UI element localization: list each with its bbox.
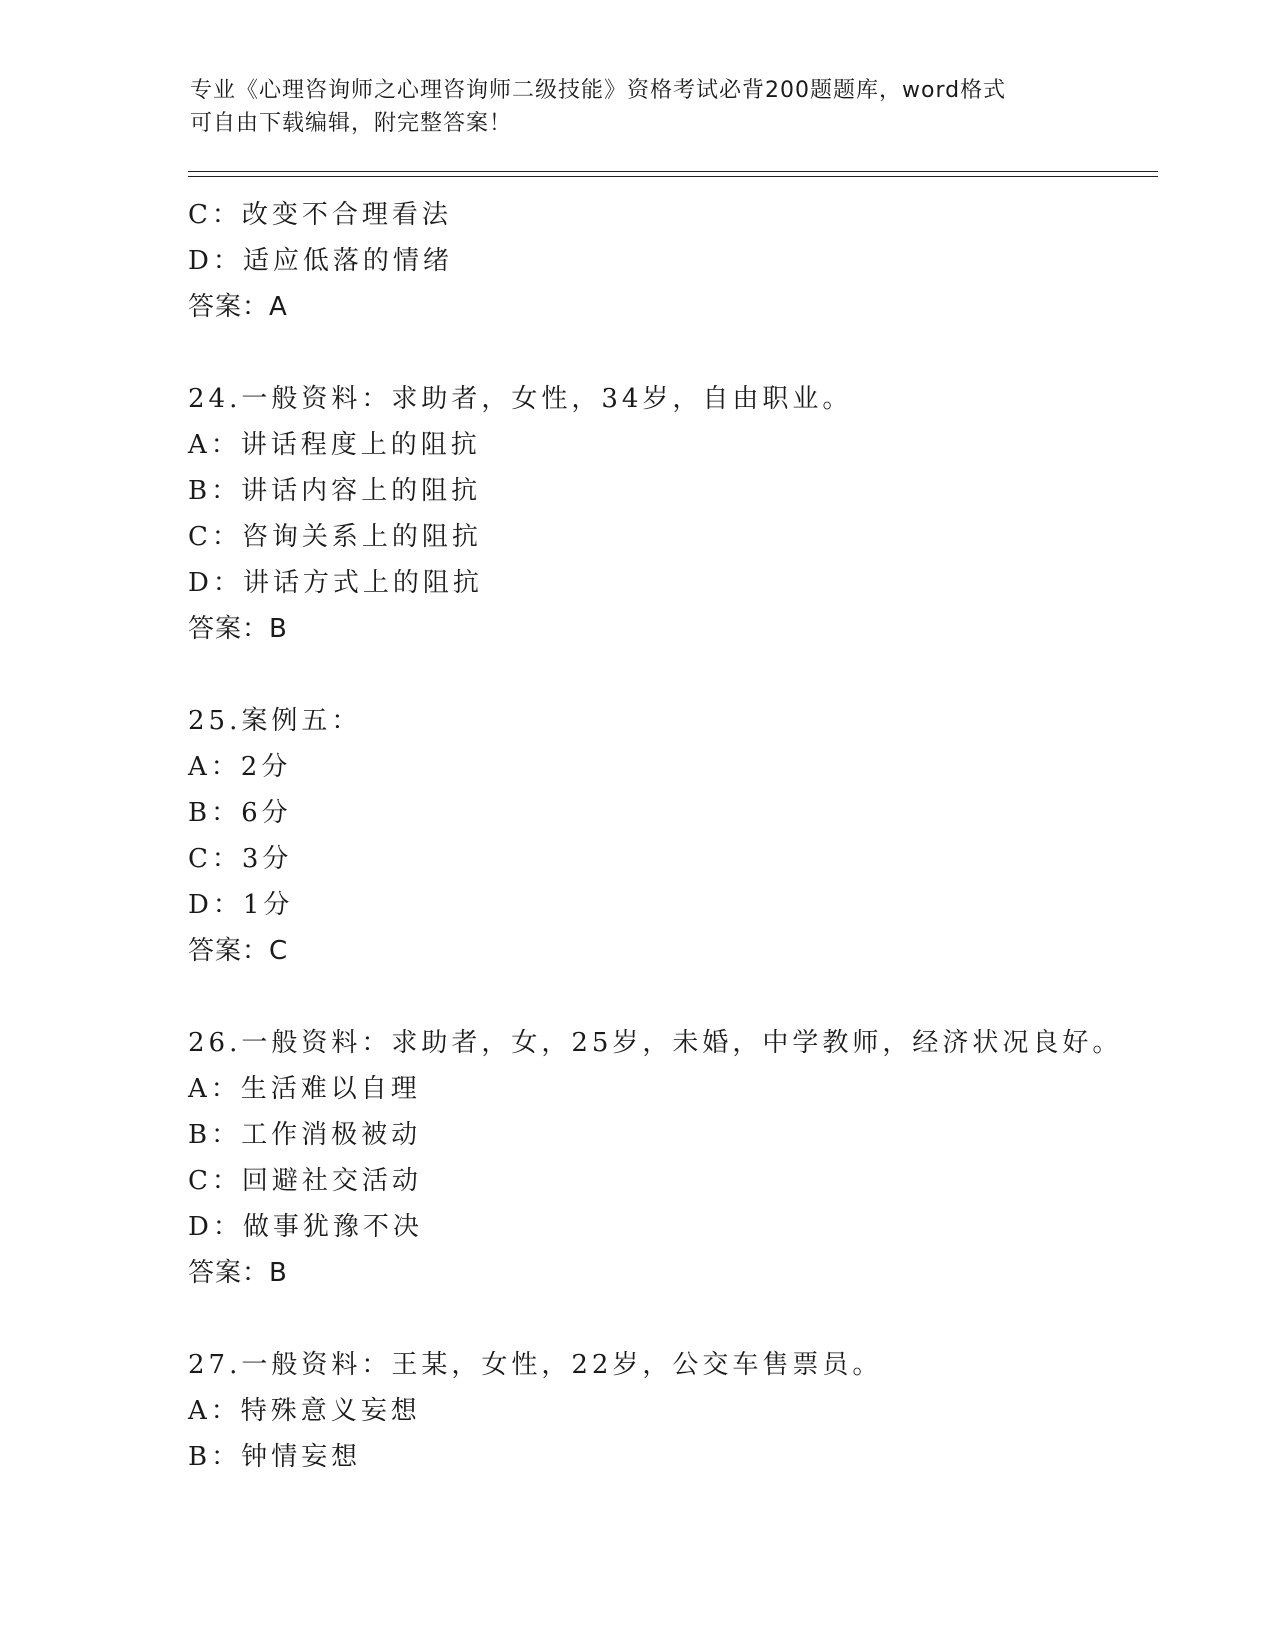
answer-line: 答案：B	[188, 1258, 288, 1288]
option-c: C：改变不合理看法	[188, 200, 452, 230]
header-divider-top	[188, 171, 1158, 172]
question-stem-25: 25.案例五：	[188, 706, 362, 736]
option-c: C：3分	[188, 844, 293, 874]
option-a: A：2分	[188, 752, 292, 782]
option-d: D：讲话方式上的阻抗	[188, 568, 483, 598]
header-title-line-1: 专业《心理咨询师之心理咨询师二级技能》资格考试必背200题题库，word格式	[190, 78, 1007, 103]
question-stem-26: 26.一般资料：求助者，女，25岁，未婚，中学教师，经济状况良好。	[188, 1028, 1123, 1058]
option-b: B：钟情妄想	[188, 1442, 362, 1472]
header-title-line-2: 可自由下载编辑，附完整答案！	[190, 111, 513, 136]
option-a: A：讲话程度上的阻抗	[188, 430, 481, 460]
question-list	[188, 192, 1168, 1480]
option-d: D：1分	[188, 890, 294, 920]
document-header	[190, 74, 1090, 140]
answer-line: 答案：C	[188, 936, 289, 966]
answer-line: 答案：A	[188, 292, 288, 322]
option-c: C：回避社交活动	[188, 1166, 422, 1196]
option-d: D：做事犹豫不决	[188, 1212, 423, 1242]
option-a: A：生活难以自理	[188, 1074, 421, 1104]
option-c: C：咨询关系上的阻抗	[188, 522, 482, 552]
question-stem-24: 24.一般资料：求助者，女性，34岁，自由职业。	[188, 384, 853, 414]
answer-line: 答案：B	[188, 614, 288, 644]
option-b: B：讲话内容上的阻抗	[188, 476, 482, 506]
option-a: A：特殊意义妄想	[188, 1396, 421, 1426]
option-b: B：工作消极被动	[188, 1120, 422, 1150]
header-divider-bottom	[188, 176, 1158, 177]
question-stem-27: 27.一般资料：王某，女性，22岁，公交车售票员。	[188, 1350, 883, 1380]
option-b: B：6分	[188, 798, 292, 828]
option-d: D：适应低落的情绪	[188, 246, 453, 276]
